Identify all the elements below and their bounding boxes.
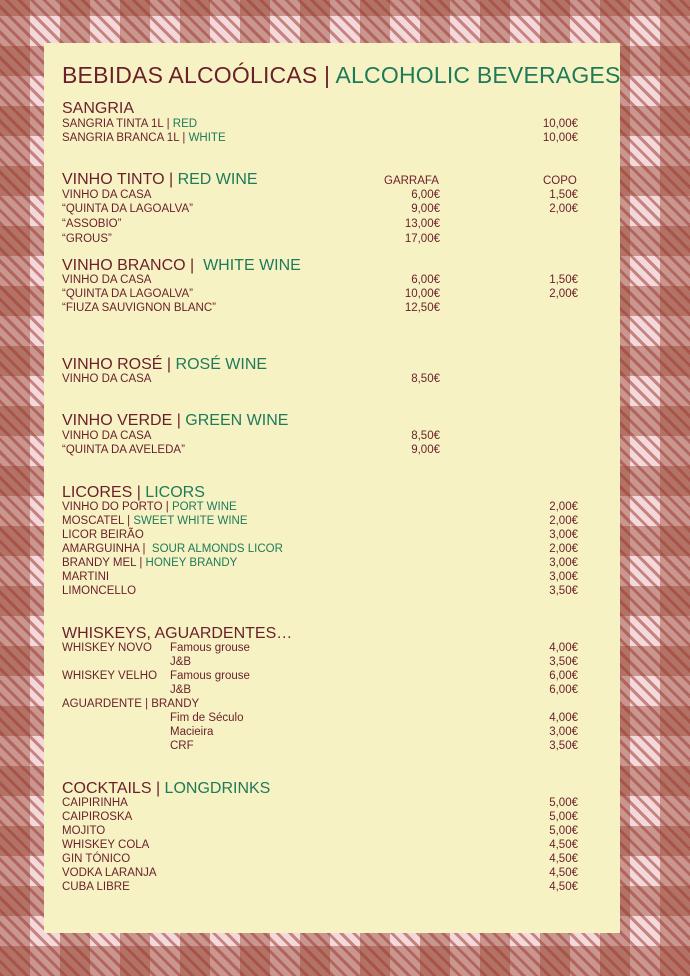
bottle-price: 12,50€	[404, 302, 440, 314]
bottle-price: 17,00€	[404, 233, 440, 245]
item-price: 5,00€	[549, 797, 578, 809]
bottle-price: 9,00€	[411, 444, 440, 456]
list-item: VODKA LARANJA	[62, 867, 157, 879]
section-heading-cocktails: COCKTAILS | LONGDRINKS	[62, 780, 271, 797]
list-item: “QUINTA DA LAGOALVA”	[62, 288, 194, 300]
list-item: VINHO DA CASA	[62, 189, 152, 201]
glass-price: 1,50€	[549, 189, 578, 201]
item-price: 4,50€	[549, 881, 578, 893]
bottle-price: 6,00€	[411, 189, 440, 201]
item-price: 3,00€	[549, 571, 578, 583]
list-item: MOJITO	[62, 825, 106, 837]
section-heading-white-wine: VINHO BRANCO | WHITE WINE	[62, 257, 301, 274]
item-price: 2,00€	[549, 543, 578, 555]
bottle-price: 8,50€	[411, 373, 440, 385]
list-item: VINHO DO PORTO | PORT WINE	[62, 501, 237, 513]
list-item-brand: Macieira	[170, 726, 214, 738]
list-item: “GROUS”	[62, 233, 112, 245]
list-item: “QUINTA DA AVELEDA”	[62, 444, 185, 456]
list-item: CAIPIROSKA	[62, 811, 133, 823]
item-price: 4,50€	[549, 853, 578, 865]
list-item: VINHO DA CASA	[62, 274, 152, 286]
list-item-category: WHISKEY VELHO	[62, 670, 158, 682]
column-header-glass: COPO	[543, 175, 577, 187]
item-price: 3,50€	[549, 585, 578, 597]
item-price: 3,50€	[549, 656, 578, 668]
item-price: 4,00€	[549, 642, 578, 654]
list-item: CAIPIRINHA	[62, 797, 128, 809]
list-item: LICOR BEIRÃO	[62, 529, 144, 541]
list-item: SANGRIA BRANCA 1L | WHITE	[62, 132, 226, 144]
item-price: 2,00€	[549, 501, 578, 513]
list-item: SANGRIA TINTA 1L | RED	[62, 118, 198, 130]
list-item: CUBA LIBRE	[62, 881, 130, 893]
page-title: BEBIDAS ALCOÓLICAS | ALCOHOLIC BEVERAGES	[62, 62, 621, 88]
item-price: 3,50€	[549, 740, 578, 752]
list-item: GIN TÓNICO	[62, 853, 131, 865]
list-item-category: WHISKEY NOVO	[62, 642, 152, 654]
section-heading-red-wine: VINHO TINTO | RED WINE	[62, 171, 258, 188]
list-item: LIMONCELLO	[62, 585, 137, 597]
column-header-bottle: GARRAFA	[384, 175, 439, 187]
section-heading-liqueurs: LICORES | LICORS	[62, 484, 205, 501]
item-price: 2,00€	[549, 515, 578, 527]
bottle-price: 10,00€	[404, 288, 440, 300]
list-item-brand: Famous grouse	[170, 642, 250, 654]
section-heading-whiskeys: WHISKEYS, AGUARDENTES…	[62, 625, 293, 642]
list-item-category: AGUARDENTE | BRANDY	[62, 698, 200, 710]
item-price: 4,50€	[549, 867, 578, 879]
item-price: 3,00€	[549, 529, 578, 541]
item-price: 5,00€	[549, 825, 578, 837]
list-item-brand: Famous grouse	[170, 670, 250, 682]
glass-price: 1,50€	[549, 274, 578, 286]
section-heading-green-wine: VINHO VERDE | GREEN WINE	[62, 412, 289, 429]
list-item: “ASSOBIO”	[62, 218, 122, 230]
list-item: MARTINI	[62, 571, 110, 583]
section-heading-sangria: SANGRIA	[62, 100, 135, 117]
list-item: “QUINTA DA LAGOALVA”	[62, 203, 194, 215]
item-price: 10,00€	[542, 132, 578, 144]
list-item-brand: CRF	[170, 740, 194, 752]
list-item-brand: J&B	[170, 684, 192, 696]
item-price: 10,00€	[542, 118, 578, 130]
item-price: 4,00€	[549, 712, 578, 724]
list-item: VINHO DA CASA	[62, 430, 152, 442]
list-item: “FIUZA SAUVIGNON BLANC”	[62, 302, 216, 314]
glass-price: 2,00€	[549, 203, 578, 215]
bottle-price: 8,50€	[411, 430, 440, 442]
list-item-brand: Fim de Século	[170, 712, 244, 724]
list-item-brand: J&B	[170, 656, 192, 668]
list-item: AMARGUINHA | SOUR ALMONDS LICOR	[62, 543, 283, 555]
item-price: 5,00€	[549, 811, 578, 823]
item-price: 6,00€	[549, 684, 578, 696]
item-price: 4,50€	[549, 839, 578, 851]
list-item: BRANDY MEL | HONEY BRANDY	[62, 557, 238, 569]
item-price: 3,00€	[549, 726, 578, 738]
glass-price: 2,00€	[549, 288, 578, 300]
section-heading-rose-wine: VINHO ROSÉ | ROSÉ WINE	[62, 356, 268, 373]
list-item: VINHO DA CASA	[62, 373, 152, 385]
list-item: WHISKEY COLA	[62, 839, 150, 851]
list-item: MOSCATEL | SWEET WHITE WINE	[62, 515, 248, 527]
bottle-price: 6,00€	[411, 274, 440, 286]
bottle-price: 13,00€	[404, 218, 440, 230]
bottle-price: 9,00€	[411, 203, 440, 215]
item-price: 3,00€	[549, 557, 578, 569]
item-price: 6,00€	[549, 670, 578, 682]
